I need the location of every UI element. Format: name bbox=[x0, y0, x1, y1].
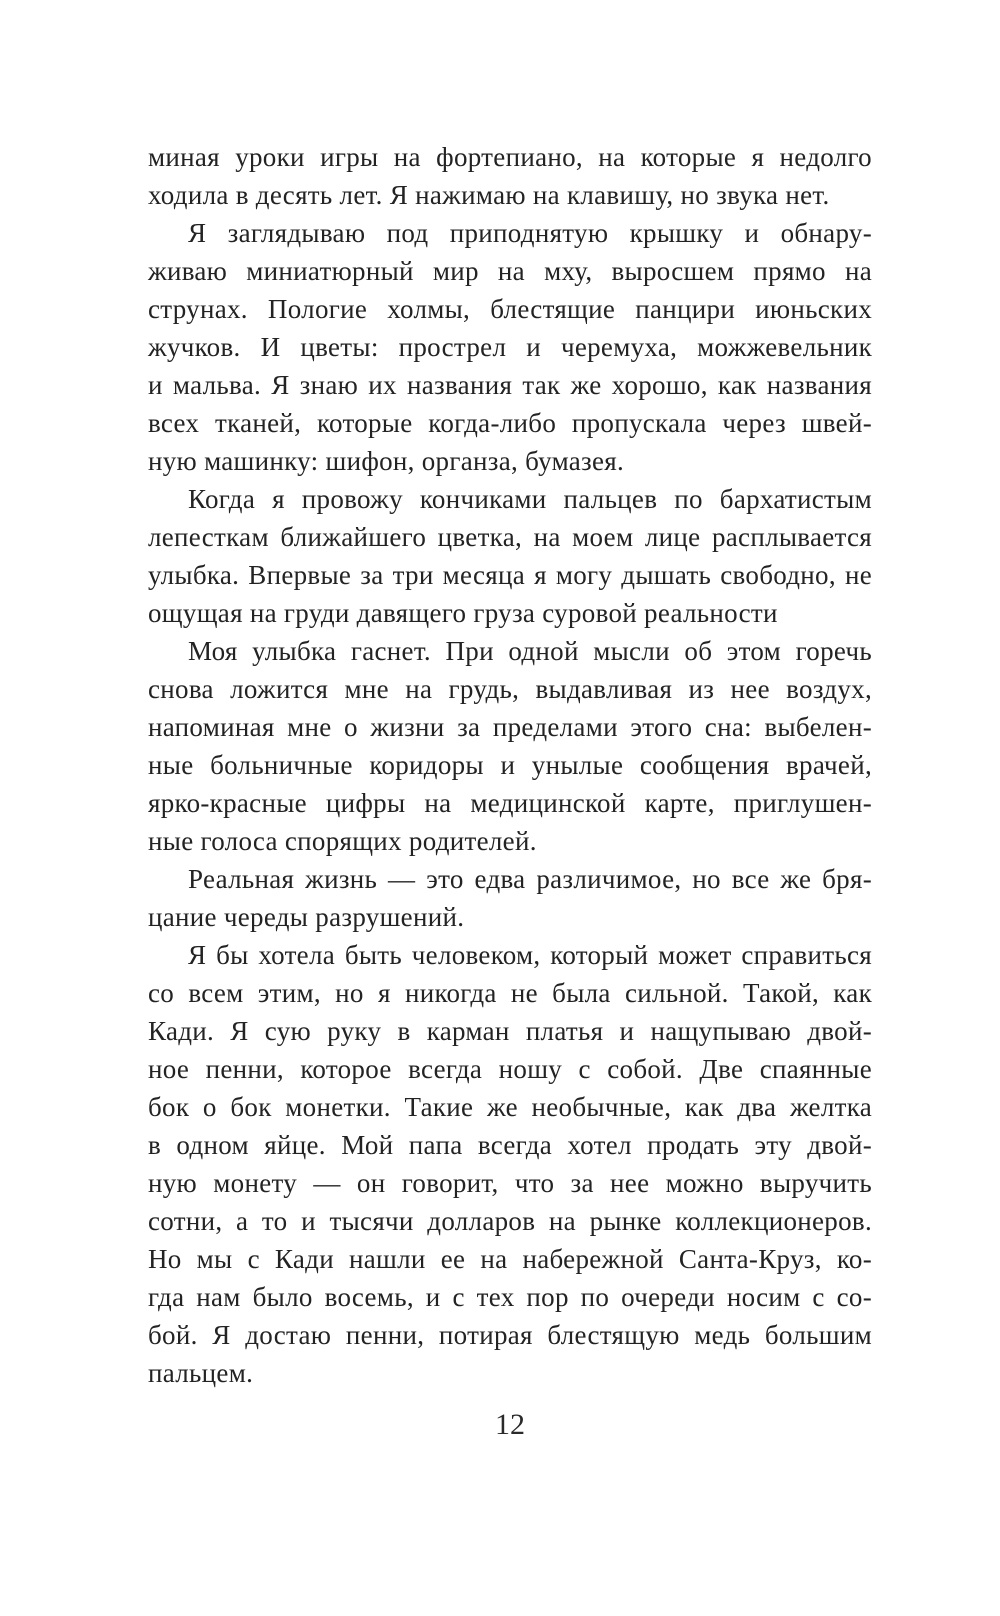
text-line: цание череды разрушений. bbox=[148, 902, 465, 932]
text-line: снова ложится мне на грудь, выдавливая из нее воздух, bbox=[148, 674, 872, 704]
text-line: бой. Я достаю пенни, потирая блестящую медь большим bbox=[148, 1320, 872, 1350]
paragraph bbox=[148, 632, 872, 860]
text-line: Я заглядываю под приподнятую крышку и обнару- bbox=[188, 218, 872, 248]
text-line: ходила в десять лет. Я нажимаю на клавишу, но звука нет. bbox=[148, 180, 830, 210]
text-line: ярко-красные цифры на медицинской карте, приглушен- bbox=[148, 788, 872, 818]
text-line: Моя улыбка гаснет. При одной мысли об этом горечь bbox=[188, 636, 872, 666]
text-line: и мальва. Я знаю их названия так же хорошо, как названия bbox=[148, 370, 872, 400]
text-line: бок о бок монетки. Такие же необычные, как два желтка bbox=[148, 1092, 872, 1122]
text-line: всех тканей, которые когда-либо пропускала через швей- bbox=[148, 408, 872, 438]
text-line: улыбка. Впервые за три месяца я могу дышать свободно, не bbox=[148, 560, 872, 590]
text-line: Но мы с Кади нашли ее на набережной Санта-Круз, ко- bbox=[148, 1244, 872, 1274]
paragraph bbox=[148, 214, 872, 480]
text-line: миная уроки игры на фортепиано, на которые я недолго bbox=[148, 142, 872, 172]
text-line: ные голоса спорящих родителей. bbox=[148, 826, 537, 856]
paragraph bbox=[148, 480, 872, 632]
text-line: ную машинку: шифон, органза, бумазея. bbox=[148, 446, 625, 476]
paragraph bbox=[148, 138, 872, 214]
text-line: гда нам было восемь, и с тех пор по очереди носим с со- bbox=[148, 1282, 872, 1312]
text-line: ощущая на груди давящего груза суровой реальности bbox=[148, 598, 778, 628]
page-number: 12 bbox=[495, 1408, 525, 1441]
text-line: струнах. Пологие холмы, блестящие панцири июньских bbox=[148, 294, 872, 324]
text-line: пальцем. bbox=[148, 1358, 254, 1388]
text-line: ные больничные коридоры и унылые сообщения врачей, bbox=[148, 750, 872, 780]
text-line: напоминая мне о жизни за пределами этого сна: выбелен- bbox=[148, 712, 872, 742]
text-line: ное пенни, которое всегда ношу с собой. Две спаянные bbox=[148, 1054, 872, 1084]
text-line: сотни, а то и тысячи долларов на рынке коллекционеров. bbox=[148, 1206, 872, 1236]
text-line: Я бы хотела быть человеком, который может справиться bbox=[188, 940, 872, 970]
text-line: со всем этим, но я никогда не была сильной. Такой, как bbox=[148, 978, 872, 1008]
paragraph bbox=[148, 936, 872, 1392]
text-line: Когда я провожу кончиками пальцев по бархатистым bbox=[188, 484, 872, 514]
paragraph bbox=[148, 860, 872, 936]
text-line: Кади. Я сую руку в карман платья и нащупываю двой- bbox=[148, 1016, 872, 1046]
text-line: в одном яйце. Мой папа всегда хотел продать эту двой- bbox=[148, 1130, 872, 1160]
text-line: жучков. И цветы: прострел и черемуха, можжевельник bbox=[148, 332, 872, 362]
text-line: ную монету — он говорит, что за нее можно выручить bbox=[148, 1168, 872, 1198]
text-line: живаю миниатюрный мир на мху, выросшем прямо на bbox=[148, 256, 872, 286]
text-line: Реальная жизнь — это едва различимое, но все же бря- bbox=[188, 864, 872, 894]
text-line: лепесткам ближайшего цветка, на моем лице расплывается bbox=[148, 522, 872, 552]
text-block bbox=[148, 138, 872, 1392]
